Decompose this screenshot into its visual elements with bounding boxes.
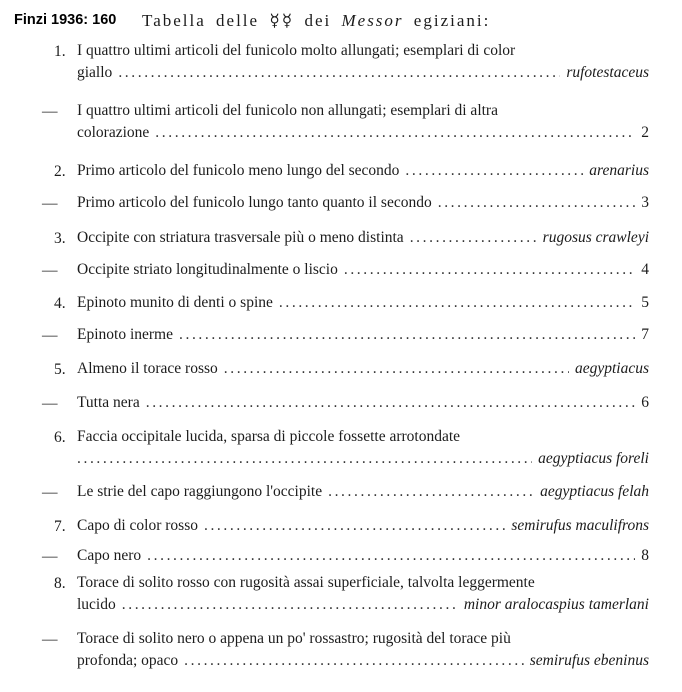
key-line: I quattro ultimi articoli del funicolo non allungati; esemplari di altra bbox=[77, 102, 498, 119]
couplet-number: 2. bbox=[54, 163, 66, 180]
couplet-number: 7. bbox=[54, 518, 66, 535]
dot-leader bbox=[179, 324, 635, 346]
dot-leader bbox=[147, 545, 635, 567]
taxon-name: aegyptiacus foreli bbox=[538, 450, 649, 467]
couplet-text: giallo bbox=[77, 64, 113, 81]
couplet-number: — bbox=[42, 548, 58, 565]
next-couplet-ref: 2 bbox=[641, 124, 649, 141]
taxon-name: arenarius bbox=[589, 162, 649, 179]
couplet-text: Tutta nera bbox=[77, 394, 140, 411]
title-genus: Messor bbox=[341, 11, 404, 30]
dot-leader bbox=[438, 192, 636, 214]
key-line-with-leader bbox=[77, 392, 649, 414]
title-middle: dei bbox=[304, 11, 332, 30]
couplet-number: — bbox=[42, 262, 58, 279]
couplet-number: 8. bbox=[54, 575, 66, 592]
taxon-name: rufotestaceus bbox=[566, 64, 649, 81]
page-title bbox=[142, 11, 490, 31]
dot-leader bbox=[77, 448, 532, 470]
dot-leader bbox=[328, 481, 534, 503]
key-line-with-leader bbox=[77, 448, 649, 470]
dot-leader bbox=[184, 650, 524, 672]
key-line-with-leader bbox=[77, 515, 649, 537]
couplet-number: — bbox=[42, 631, 58, 648]
couplet-number: 5. bbox=[54, 361, 66, 378]
key-line-with-leader bbox=[77, 324, 649, 346]
next-couplet-ref: 3 bbox=[641, 194, 649, 211]
key-line: I quattro ultimi articoli del funicolo molto allungati; esemplari di color bbox=[77, 42, 516, 59]
next-couplet-ref: 4 bbox=[641, 261, 649, 278]
couplet-number: 3. bbox=[54, 230, 66, 247]
key-line-with-leader bbox=[77, 481, 649, 503]
couplet-text: profonda; opaco bbox=[77, 652, 179, 669]
couplet-text: Le strie del capo raggiungono l'occipite bbox=[77, 483, 323, 500]
couplet-number: — bbox=[42, 195, 58, 212]
next-couplet-ref: 6 bbox=[641, 394, 649, 411]
couplet-text: Capo nero bbox=[77, 547, 142, 564]
couplet-text: Capo di color rosso bbox=[77, 517, 198, 534]
couplet-number: 6. bbox=[54, 429, 66, 446]
couplet-text: Primo articolo del funicolo lungo tanto quanto il secondo bbox=[77, 194, 432, 211]
key-line: Torace di solito nero o appena un po' rossastro; rugosità del torace più bbox=[77, 630, 511, 647]
taxon-name: semirufus ebeninus bbox=[529, 652, 649, 669]
key-line: Torace di solito rosso con rugosità assai superficiale, talvolta leggermente bbox=[77, 574, 535, 591]
dot-leader bbox=[122, 594, 458, 616]
couplet-text: Almeno il torace rosso bbox=[77, 360, 218, 377]
couplet-number: — bbox=[42, 484, 58, 501]
couplet-text: lucido bbox=[77, 596, 116, 613]
dot-leader bbox=[344, 259, 635, 281]
key-line-with-leader bbox=[77, 227, 649, 249]
key-line-with-leader bbox=[77, 292, 649, 314]
couplet-text: Occipite con striatura trasversale più o meno distinta bbox=[77, 229, 404, 246]
key-line-with-leader bbox=[77, 122, 649, 144]
key-line-with-leader bbox=[77, 594, 649, 616]
dot-leader bbox=[146, 392, 636, 414]
couplet-text: Primo articolo del funicolo meno lungo del secondo bbox=[77, 162, 400, 179]
taxon-name: semirufus maculifrons bbox=[511, 517, 649, 534]
key-line: Faccia occipitale lucida, sparsa di piccole fossette arrotondate bbox=[77, 428, 461, 445]
next-couplet-ref: 5 bbox=[641, 294, 649, 311]
dot-leader bbox=[405, 160, 583, 182]
couplet-number: — bbox=[42, 395, 58, 412]
dot-leader bbox=[410, 227, 537, 249]
next-couplet-ref: 8 bbox=[641, 547, 649, 564]
taxon-name: aegyptiacus bbox=[574, 360, 649, 377]
key-line-with-leader bbox=[77, 358, 649, 380]
couplet-text: Epinoto munito di denti o spine bbox=[77, 294, 273, 311]
key-line-with-leader bbox=[77, 650, 649, 672]
dot-leader bbox=[204, 515, 505, 537]
key-line-with-leader bbox=[77, 160, 649, 182]
worker-symbols: ☿☿ bbox=[269, 11, 295, 30]
dot-leader bbox=[224, 358, 569, 380]
couplet-number: — bbox=[42, 103, 58, 120]
couplet-text: Epinoto inerme bbox=[77, 326, 173, 343]
citation: Finzi 1936: 160 bbox=[14, 12, 117, 28]
key-line-with-leader bbox=[77, 62, 649, 84]
couplet-number: — bbox=[42, 327, 58, 344]
key-line-with-leader bbox=[77, 259, 649, 281]
taxon-name: rugosus crawleyi bbox=[542, 229, 649, 246]
dot-leader bbox=[155, 122, 635, 144]
dot-leader bbox=[279, 292, 635, 314]
title-prefix: Tabella delle bbox=[142, 11, 260, 30]
key-line-with-leader bbox=[77, 545, 649, 567]
taxon-name: minor aralocaspius tamerlani bbox=[463, 596, 649, 613]
couplet-number: 4. bbox=[54, 295, 66, 312]
taxon-name: aegyptiacus felah bbox=[540, 483, 649, 500]
key-line-with-leader bbox=[77, 192, 649, 214]
title-suffix: egiziani: bbox=[413, 11, 491, 30]
couplet-text: colorazione bbox=[77, 124, 150, 141]
couplet-number: 1. bbox=[54, 43, 66, 60]
dot-leader bbox=[118, 62, 560, 84]
next-couplet-ref: 7 bbox=[641, 326, 649, 343]
couplet-text: Occipite striato longitudinalmente o liscio bbox=[77, 261, 338, 278]
